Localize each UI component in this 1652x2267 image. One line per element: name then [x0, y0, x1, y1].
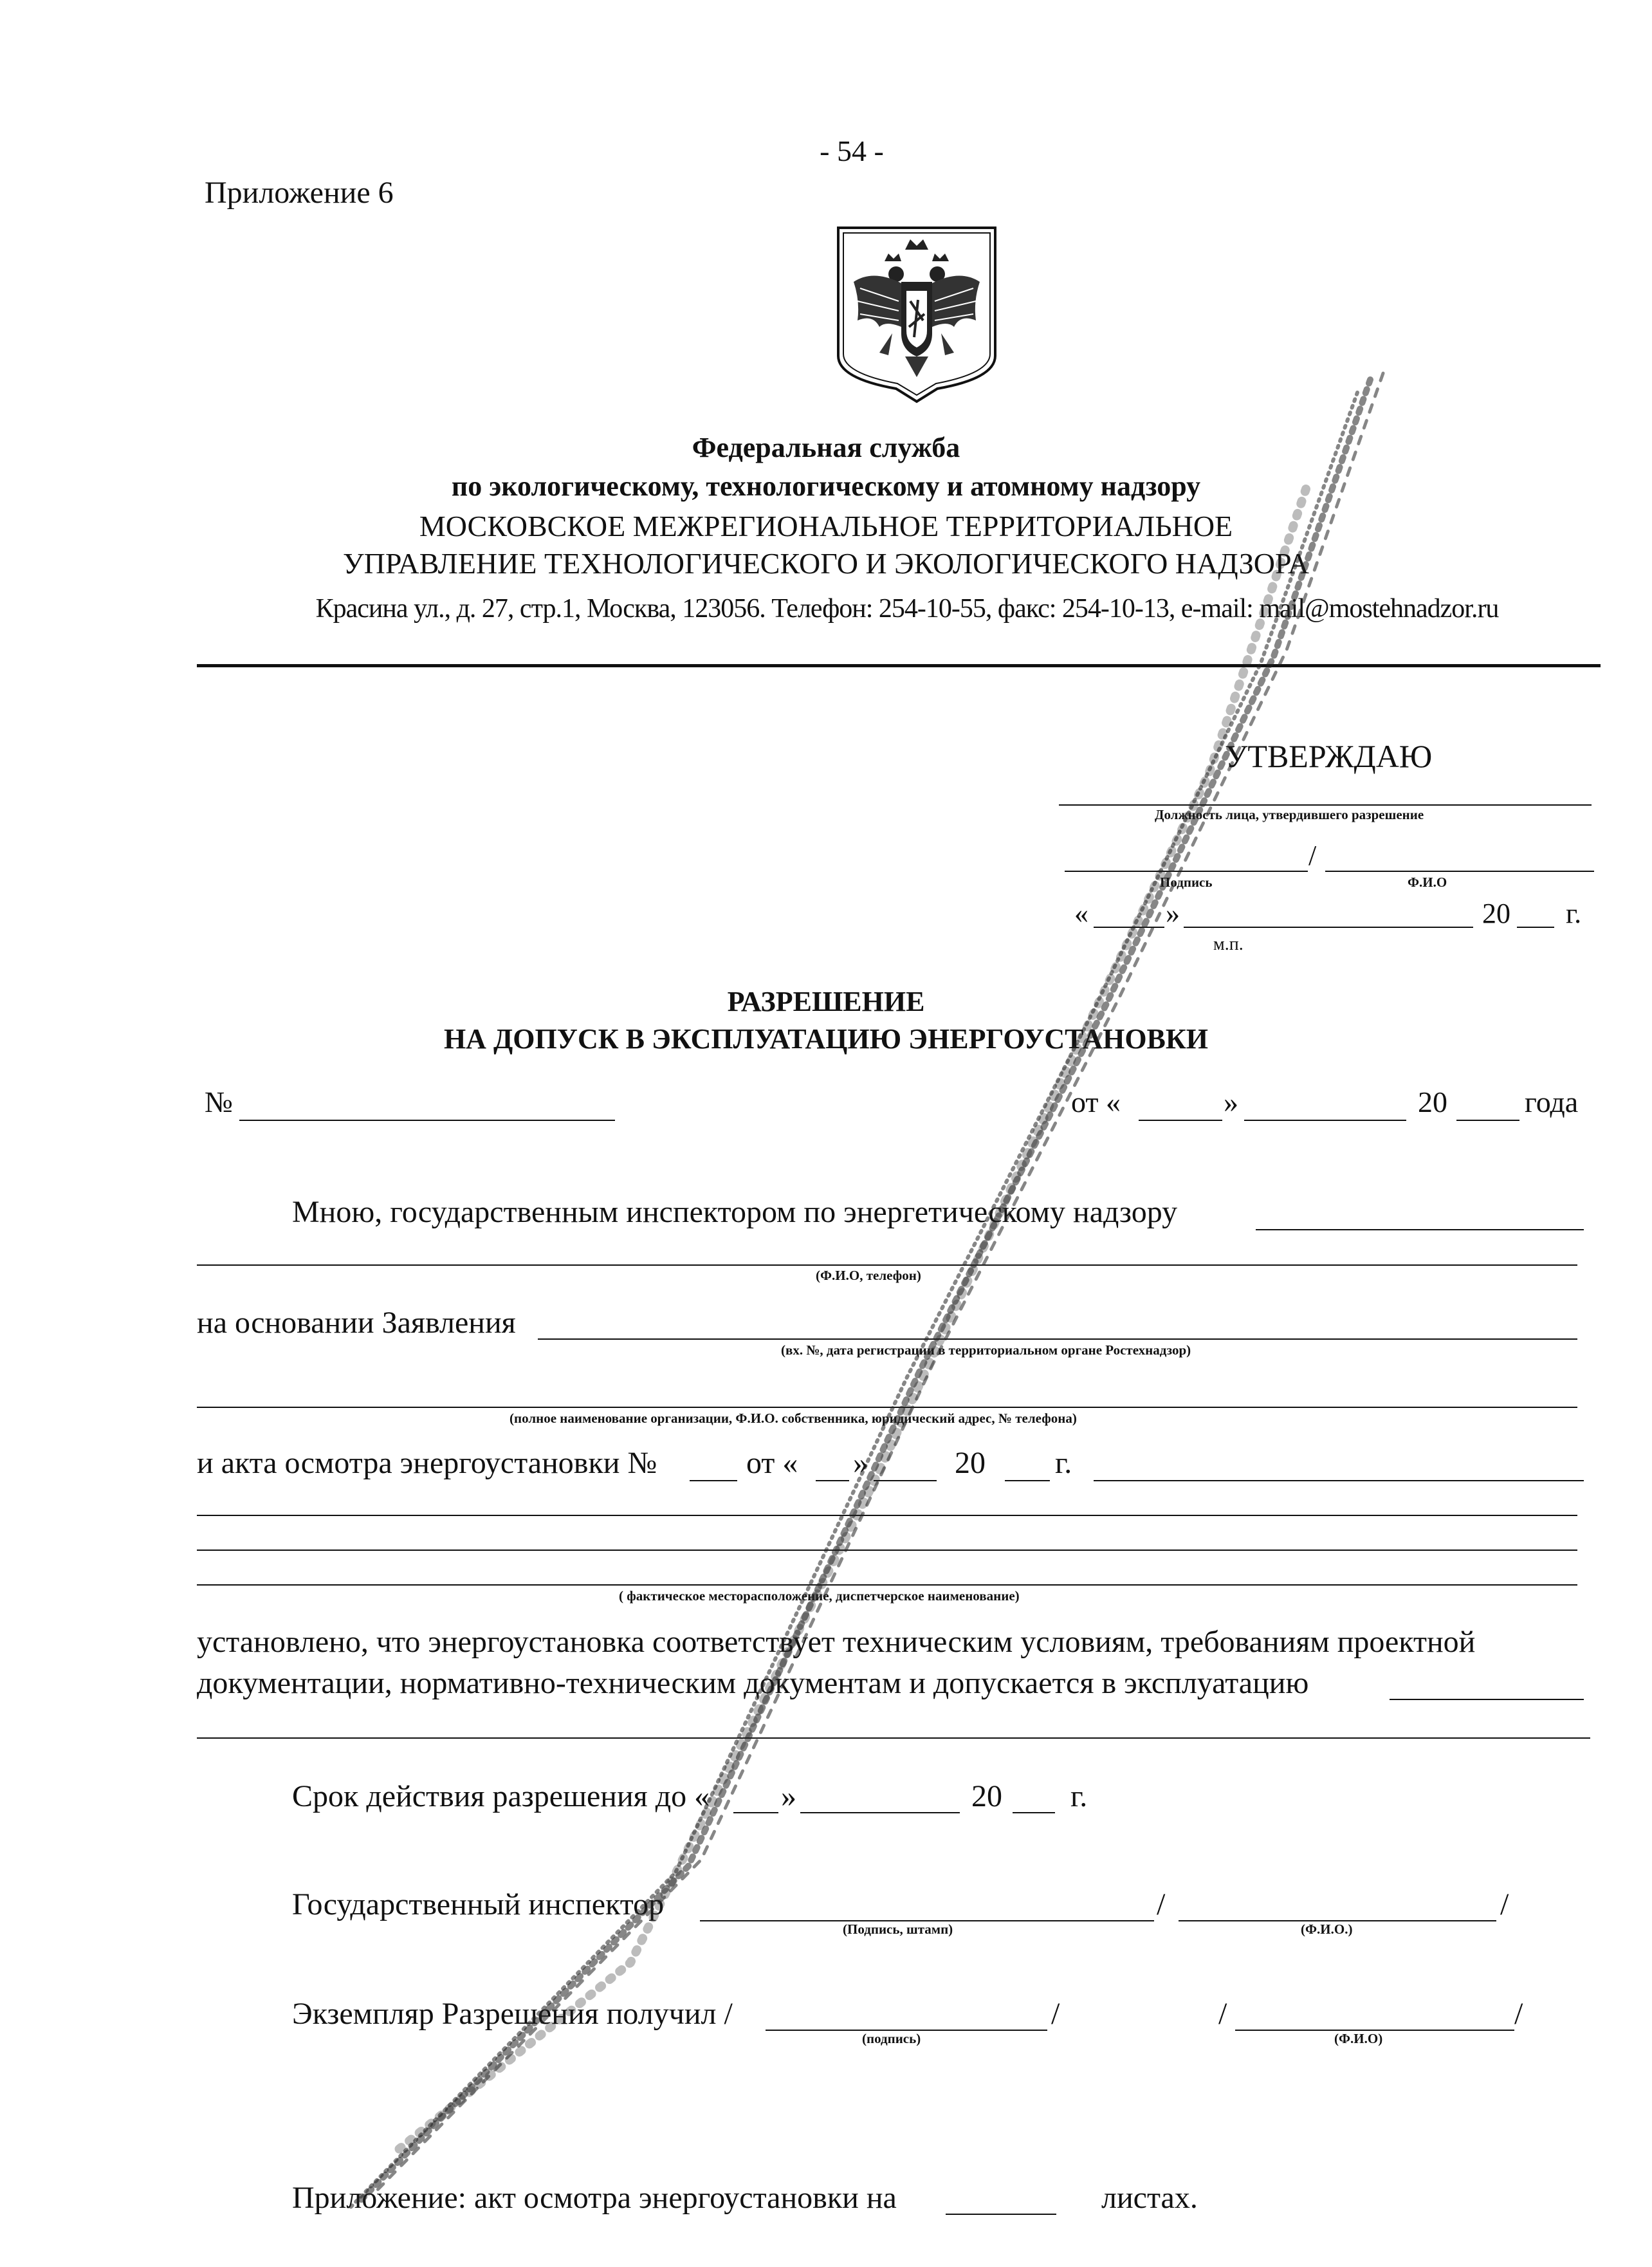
- validity-label: Срок действия разрешения до «: [292, 1779, 710, 1813]
- department-address: Красина ул., д. 27, стр.1, Москва, 123056. Телефон: 254-10-55, факс: 254-10-13, e-mail: mail@mostehnadzor.ru: [315, 594, 1499, 624]
- act-year-suffix: г.: [1055, 1446, 1072, 1480]
- inspector-sign-slash-1: /: [1157, 1887, 1166, 1921]
- attachment-label: Приложение: акт осмотра энергоустановки на: [292, 2181, 897, 2215]
- validity-year-suffix: г.: [1070, 1779, 1088, 1813]
- page-number: - 54 -: [820, 134, 884, 167]
- received-slash-1: /: [1051, 1997, 1060, 2031]
- inspector-sign-label: Государственный инспектор: [292, 1887, 665, 1921]
- act-year-prefix: 20: [955, 1446, 986, 1480]
- inspector-intro: Мною, государственным инспектором по энергетическому надзору: [292, 1195, 1178, 1229]
- permit-date-from: от «: [1071, 1086, 1121, 1118]
- inspector-fio-caption: (Ф.И.О.): [1301, 1921, 1353, 1937]
- received-slash-2: /: [1218, 1997, 1227, 2031]
- received-slash-3: /: [1514, 1997, 1523, 2031]
- act-date-close: »: [853, 1446, 868, 1480]
- department-name-line1: МОСКОВСКОЕ МЕЖРЕГИОНАЛЬНОЕ ТЕРРИТОРИАЛЬНОЕ: [419, 510, 1233, 542]
- inspector-sign-slash-2: /: [1500, 1887, 1509, 1921]
- approver-fio-caption: Ф.И.О: [1408, 874, 1447, 890]
- document-subtitle: НА ДОПУСК В ЭКСПЛУАТАЦИЮ ЭНЕРГОУСТАНОВКИ: [443, 1023, 1209, 1055]
- permit-number-label: №: [205, 1086, 233, 1118]
- application-label: на основании Заявления: [197, 1306, 516, 1340]
- appendix-label: Приложение 6: [205, 176, 394, 210]
- conclusion-line-1: установлено, что энергоустановка соответствует техническим условиям, требованиям проектной: [197, 1625, 1476, 1659]
- application-caption: (вх. №, дата регистрации в территориальном органе Ростехнадзор): [781, 1342, 1191, 1358]
- permit-year-prefix: 20: [1418, 1086, 1447, 1118]
- act-label: и акта осмотра энергоустановки №: [197, 1446, 657, 1480]
- approval-year-suffix: г.: [1566, 898, 1582, 929]
- approval-year-prefix: 20: [1482, 898, 1510, 929]
- document-title: РАЗРЕШЕНИЕ: [727, 986, 925, 1017]
- permit-year-suffix: года: [1525, 1086, 1579, 1118]
- received-fio-caption: (Ф.И.О): [1334, 2031, 1383, 2046]
- service-subtitle: по экологическому, технологическому и атомному надзору: [451, 470, 1201, 502]
- approval-date-close: »: [1166, 898, 1180, 929]
- received-signature-caption: (подпись): [862, 2031, 921, 2046]
- permit-date-close: »: [1224, 1086, 1238, 1118]
- approval-date-open: «: [1074, 898, 1088, 929]
- attachment-suffix: листах.: [1101, 2181, 1198, 2215]
- act-date-from: от «: [746, 1446, 798, 1480]
- validity-date-close: »: [781, 1779, 796, 1813]
- department-name-line2: УПРАВЛЕНИЕ ТЕХНОЛОГИЧЕСКОГО И ЭКОЛОГИЧЕСКОГО НАДЗОРА: [343, 547, 1309, 580]
- service-name: Федеральная служба: [692, 432, 960, 463]
- approver-signature-caption: Подпись: [1160, 874, 1213, 890]
- seal-caption: м.п.: [1213, 934, 1244, 954]
- approval-title: УТВЕРЖДАЮ: [1225, 738, 1433, 774]
- inspector-signature-caption: (Подпись, штамп): [843, 1921, 953, 1937]
- organization-caption: (полное наименование организации, Ф.И.О. собственника, юридический адрес, № телефона): [509, 1411, 1077, 1426]
- location-caption: ( фактическое месторасположение, диспетчерское наименование): [619, 1588, 1020, 1604]
- conclusion-line-2: документации, нормативно-техническим документам и допускается в эксплуатацию: [197, 1666, 1309, 1700]
- validity-year-prefix: 20: [971, 1779, 1002, 1813]
- approval-slash: /: [1308, 840, 1317, 871]
- inspector-caption: (Ф.И.О, телефон): [816, 1268, 921, 1283]
- received-label: Экземпляр Разрешения получил /: [292, 1997, 733, 2031]
- approver-position-caption: Должность лица, утвердившего разрешение: [1155, 807, 1424, 822]
